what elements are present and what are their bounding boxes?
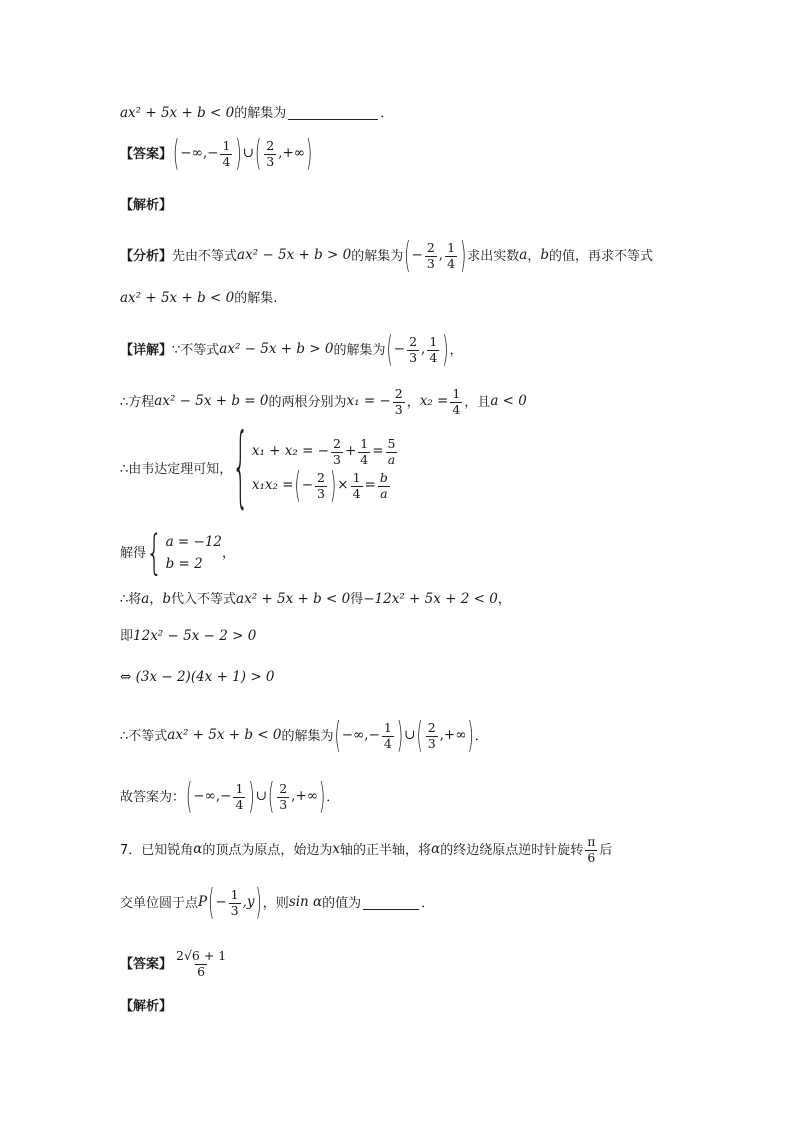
detail-tag: 【详解】 <box>120 342 173 358</box>
text: 轴的正半轴，将 <box>340 842 432 858</box>
denominator: 3 <box>409 349 418 365</box>
comma: , <box>421 341 426 358</box>
paren-right: ) <box>306 132 313 174</box>
comma: ， <box>149 592 163 608</box>
inequality-expr: ax² + 5x + b < 0 <box>120 290 235 306</box>
interval-part: ,+∞ <box>291 788 319 805</box>
brace: { <box>232 418 249 520</box>
numerator: 5 <box>387 436 396 451</box>
alpha: α <box>193 841 203 858</box>
text: ∴将 <box>120 592 142 608</box>
fraction <box>331 438 343 466</box>
fenxi-tag: 【分析】 <box>120 248 173 264</box>
fraction <box>277 783 289 811</box>
text: ∴不等式 <box>120 728 168 744</box>
text: 求出实数 <box>467 248 520 264</box>
denominator: 4 <box>383 735 392 751</box>
var-a: a <box>141 591 150 607</box>
system-row <box>252 438 400 466</box>
interval-part: ,+∞ <box>439 727 467 744</box>
text: 故答案为： <box>120 789 186 805</box>
numerator: 2 <box>332 436 341 451</box>
denominator: 6 <box>197 963 206 979</box>
brace: { <box>146 526 163 581</box>
comma: ， <box>449 342 463 358</box>
factored-inequality: ⇔ (3x − 2)(4x + 1) > 0 <box>120 669 275 685</box>
paren-right: ) <box>330 464 337 506</box>
text: 的解集为 <box>351 248 404 264</box>
paren-right: ) <box>248 775 255 817</box>
denominator: 4 <box>447 255 456 271</box>
text: ∴由韦达定理可知， <box>120 461 233 477</box>
plus: + <box>344 443 357 460</box>
numerator: 1 <box>429 334 438 349</box>
interval-part: ,+∞ <box>278 145 306 162</box>
paren-right: ) <box>442 328 449 370</box>
numerator: 1 <box>222 138 231 153</box>
fraction <box>174 950 228 978</box>
denominator: 6 <box>587 849 596 865</box>
fraction <box>264 140 276 168</box>
text: 的解集为 <box>281 728 334 744</box>
problem7-line1 <box>120 836 612 864</box>
problem6-tail <box>120 107 393 121</box>
fraction <box>407 336 419 364</box>
numerator: 1 <box>452 386 461 401</box>
times: × <box>337 477 349 494</box>
denominator: a <box>387 451 396 467</box>
text: 解得 <box>120 546 147 561</box>
numerator: 2 <box>426 240 435 255</box>
fraction <box>585 836 597 864</box>
inequality-expr: ax² + 5x + b < 0 <box>120 105 235 121</box>
ji-line <box>120 630 256 644</box>
numerator: 1 <box>360 436 369 451</box>
analysis-tag: 【解析】 <box>120 999 173 1014</box>
solution-system <box>166 536 222 571</box>
solution-a: a = −12 <box>165 534 222 550</box>
substitute-line <box>120 593 511 607</box>
inequality-expr: 12x² − 5x − 2 > 0 <box>133 628 257 644</box>
paren-right: ) <box>235 132 242 174</box>
fraction <box>229 889 241 917</box>
equals: = <box>372 443 384 460</box>
fenxi-line-2 <box>120 292 277 306</box>
minus: − <box>215 894 227 911</box>
numerator: 2 <box>394 386 403 401</box>
denominator: 3 <box>279 796 288 812</box>
fraction <box>358 438 370 466</box>
numerator: 1 <box>352 470 361 485</box>
union-symbol: ∪ <box>404 727 416 744</box>
var-b: b <box>162 591 172 607</box>
var-y: ,y <box>242 894 255 911</box>
fraction <box>233 783 245 811</box>
text: 代入不等式 <box>171 592 237 608</box>
numerator: 2 <box>279 781 288 796</box>
inequality-expr: −12x² + 5x + 2 < 0 <box>363 591 498 607</box>
expr: x₁ + x₂ = − <box>251 443 329 460</box>
fraction <box>426 722 438 750</box>
minus: − <box>393 341 406 358</box>
fraction <box>393 388 405 416</box>
answer-6 <box>120 132 313 174</box>
period: ． <box>421 895 435 911</box>
text: 的两根分别为 <box>268 394 347 410</box>
fraction <box>378 472 390 500</box>
text: 得 <box>350 592 364 608</box>
var-a: a <box>519 247 528 264</box>
answer-blank <box>363 897 419 910</box>
equation-system <box>251 436 400 506</box>
denominator: 4 <box>235 796 244 812</box>
equation-expr: ax² − 5x + b = 0 <box>154 393 269 410</box>
denominator: 3 <box>230 902 239 918</box>
numerator: 2 <box>427 720 436 735</box>
numerator: 2 <box>266 138 275 153</box>
text: 的值，再求不等式 <box>549 248 654 264</box>
inequality-expr: ax² − 5x + b > 0 <box>219 341 334 358</box>
comma: ， <box>497 592 511 608</box>
final-answer-line <box>120 775 340 817</box>
paren-right: ) <box>467 714 474 756</box>
detail-line <box>120 328 463 370</box>
union-symbol: ∪ <box>242 145 254 162</box>
minus: − <box>411 247 423 264</box>
vieta-line <box>120 418 399 520</box>
paren-right: ) <box>255 881 262 923</box>
comma: , <box>438 247 444 264</box>
denominator: a <box>380 485 388 501</box>
paren-right: ) <box>396 714 404 756</box>
analysis-tag: 【解析】 <box>120 198 173 213</box>
system-row <box>251 464 400 506</box>
paren-left: ( <box>404 234 411 276</box>
denominator: 3 <box>266 153 275 169</box>
period: ． <box>380 106 394 122</box>
paren-left: ( <box>416 714 423 756</box>
interval-part: −∞,− <box>193 788 232 805</box>
denominator: 4 <box>452 401 461 417</box>
text: 的解集为 <box>333 342 386 358</box>
inequality-expr: ax² + 5x + b < 0 <box>236 591 351 607</box>
paren-left: ( <box>334 714 341 756</box>
analysis-heading-2 <box>120 1000 172 1013</box>
paren-left: ( <box>254 132 262 174</box>
paren-left: ( <box>386 328 393 370</box>
text: ，则 <box>262 895 289 911</box>
text: 的终边绕原点逆时针旋转 <box>440 842 584 858</box>
fraction <box>427 336 439 364</box>
numerator: 1 <box>383 720 392 735</box>
alpha: α <box>431 841 441 858</box>
paren-left: ( <box>186 775 193 817</box>
paren-right: ) <box>460 234 467 276</box>
fraction <box>382 722 394 750</box>
fraction <box>315 472 327 500</box>
denominator: 3 <box>332 451 341 467</box>
equals: = <box>364 477 376 494</box>
denominator: 4 <box>222 153 231 169</box>
paren-left: ( <box>267 775 275 817</box>
problem7-line2 <box>120 881 435 923</box>
denominator: 4 <box>429 349 438 365</box>
comma: ， <box>527 248 541 264</box>
text: 的解集为 <box>234 106 287 122</box>
denominator: 3 <box>426 255 435 271</box>
comma: ， <box>406 394 420 410</box>
solution-b: b = 2 <box>165 555 203 572</box>
text: 的解集. <box>234 291 278 307</box>
paren-right: ) <box>319 775 326 817</box>
inequality-expr: ax² + 5x + b < 0 <box>167 727 282 744</box>
text: 先由不等式 <box>172 248 238 264</box>
period: ． <box>326 789 340 805</box>
paren-left: ( <box>173 132 180 174</box>
expr: x₁x₂ = <box>251 477 294 494</box>
fraction <box>386 438 398 466</box>
text: 的值为 <box>322 895 362 911</box>
analysis-heading <box>120 199 172 212</box>
var-b: b <box>540 247 550 264</box>
solve-line <box>120 526 236 581</box>
interval-part: −∞,− <box>180 145 219 162</box>
numerator: 2√6 + 1 <box>176 948 227 963</box>
fraction <box>445 242 457 270</box>
text: 后 <box>599 842 613 858</box>
answer-blank <box>288 107 378 120</box>
iff-line <box>120 671 275 685</box>
fraction <box>351 472 363 500</box>
point-p: P <box>198 894 208 911</box>
root-x1: x₁ = − <box>346 393 391 410</box>
answer-tag: 【答案】 <box>120 956 173 972</box>
denominator: 3 <box>427 735 436 751</box>
fraction <box>450 388 462 416</box>
text: 的顶点为原点，始边为 <box>202 842 333 858</box>
paren-left: ( <box>294 464 301 506</box>
numerator: 1 <box>447 240 456 255</box>
answer-7 <box>120 950 230 978</box>
text: 即 <box>120 629 134 645</box>
answer-tag: 【答案】 <box>120 146 173 162</box>
numerator: π <box>587 834 596 849</box>
numerator: 1 <box>230 887 239 902</box>
denominator: 4 <box>352 485 361 501</box>
sin-alpha: sin α <box>288 894 323 911</box>
roots-line <box>120 388 527 416</box>
period: ． <box>474 728 488 744</box>
interval-part: −∞,− <box>341 727 380 744</box>
numerator: 2 <box>409 334 418 349</box>
numerator: 2 <box>317 470 325 485</box>
text: ∴方程 <box>120 394 155 410</box>
text: ，且 <box>464 394 491 410</box>
var-x: x <box>332 841 341 858</box>
text: 7．已知锐角 <box>120 842 194 858</box>
numerator: 1 <box>235 781 244 796</box>
numerator: b <box>379 470 388 485</box>
text: 交单位圆于点 <box>120 895 199 911</box>
minus: − <box>301 477 314 494</box>
fraction <box>220 140 232 168</box>
denominator: 4 <box>360 451 369 467</box>
denominator: 3 <box>394 401 403 417</box>
paren-left: ( <box>208 881 215 923</box>
inequality-expr: ax² − 5x + b > 0 <box>237 247 352 264</box>
condition: a < 0 <box>490 393 527 410</box>
text: ∵不等式 <box>172 342 220 358</box>
conclusion-line <box>120 714 488 756</box>
comma: ， <box>222 546 236 561</box>
denominator: 3 <box>317 485 325 501</box>
fraction <box>425 242 437 270</box>
union-symbol: ∪ <box>255 788 267 805</box>
root-x2: x₂ = <box>419 393 449 410</box>
fenxi-line <box>120 234 654 276</box>
